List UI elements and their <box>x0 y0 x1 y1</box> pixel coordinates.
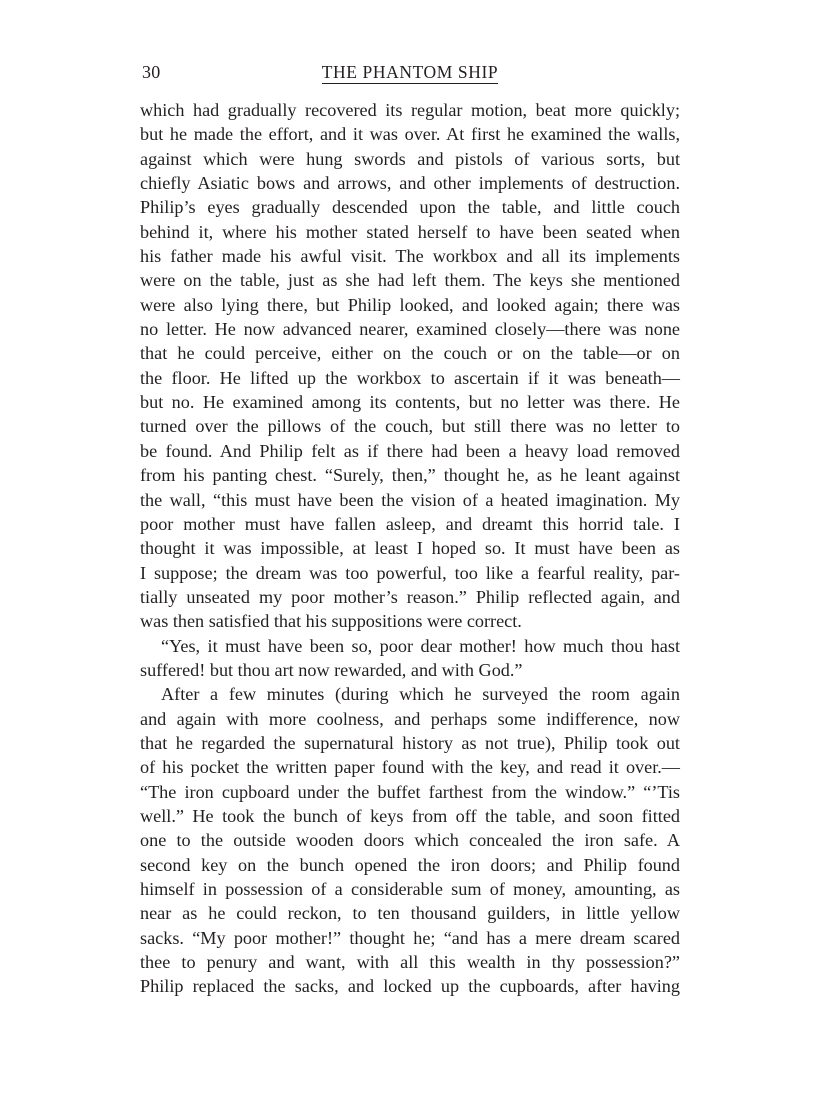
text-line: tially unseated my poor mother’s reason.” Philip reflected again, and <box>140 586 680 607</box>
text-line: Philip replaced the sacks, and locked up the cupboards, after having <box>140 976 680 997</box>
text-line: his father made his awful visit. The workbox and all its implements <box>140 246 680 267</box>
text-line: that he could perceive, either on the couch or on the table—or on <box>140 343 680 364</box>
text-line: that he regarded the supernatural history as not true), Philip took out <box>140 732 680 753</box>
text-line: Philip’s eyes gradually descended upon the table, and little couch <box>140 197 680 218</box>
text-line: near as he could reckon, to ten thousand guilders, in little yellow <box>140 903 680 924</box>
text-line: “The iron cupboard under the buffet farthest from the window.” “’Tis <box>140 781 680 802</box>
text-line: one to the outside wooden doors which concealed the iron safe. A <box>140 830 680 851</box>
text-line: chiefly Asiatic bows and arrows, and other implements of destruction. <box>140 173 680 194</box>
text-line: thee to penury and want, with all this wealth in thy possession?” <box>140 952 680 973</box>
text-line: behind it, where his mother stated herself to have been seated when <box>140 221 680 242</box>
text-line: be found. And Philip felt as if there had been a heavy load removed <box>140 440 680 461</box>
text-line: but no. He examined among its contents, but no letter was there. He <box>140 392 680 413</box>
text-line: of his pocket the written paper found with the key, and read it over.— <box>140 757 680 778</box>
text-line: After a few minutes (during which he surveyed the room again <box>161 684 680 705</box>
text-line: was then satisfied that his suppositions were correct. <box>140 611 522 632</box>
text-line: thought it was impossible, at least I hoped so. It must have been as <box>140 538 680 559</box>
text-line: suffered! but thou art now rewarded, and with God.” <box>140 659 523 680</box>
text-line: turned over the pillows of the couch, but still there was no letter to <box>140 416 680 437</box>
text-line: poor mother must have fallen asleep, and dreamt this horrid tale. I <box>140 513 680 534</box>
text-line: the wall, “this must have been the vision of a heated imagination. My <box>140 489 680 510</box>
text-line: himself in possession of a considerable sum of money, amounting, as <box>140 879 680 899</box>
page-number: 30 <box>142 62 161 82</box>
text-line: sacks. “My poor mother!” thought he; “and has a mere dream scared <box>140 927 680 948</box>
running-title <box>140 62 680 84</box>
text-line: the floor. He lifted up the workbox to ascertain if it was beneath— <box>140 367 680 388</box>
text-line: against which were hung swords and pistols of various sorts, but <box>140 148 680 169</box>
text-line: second key on the bunch opened the iron doors; and Philip found <box>140 854 680 875</box>
text-line: and again with more coolness, and perhaps some indifference, now <box>140 708 680 729</box>
text-line: which had gradually recovered its regular motion, beat more quickly; <box>140 100 680 120</box>
running-title-text: THE PHANTOM SHIP <box>321 62 499 82</box>
text-line: “Yes, it must have been so, poor dear mother! how much thou hast <box>161 635 680 656</box>
text-line: were also lying there, but Philip looked, and looked again; there was <box>140 294 680 315</box>
body-text <box>140 98 680 999</box>
text-line: no letter. He now advanced nearer, examined closely—there was none <box>140 319 680 340</box>
text-line: but he made the effort, and it was over. At first he examined the walls, <box>140 124 680 145</box>
text-line: I suppose; the dream was too powerful, too like a fearful reality, par- <box>140 562 680 583</box>
text-line: well.” He took the bunch of keys from off the table, and soon fitted <box>140 805 680 826</box>
running-header <box>140 62 680 88</box>
text-line: from his panting chest. “Surely, then,” thought he, as he leant against <box>140 465 680 486</box>
text-line: were on the table, just as she had left them. The keys she mentioned <box>140 270 680 291</box>
